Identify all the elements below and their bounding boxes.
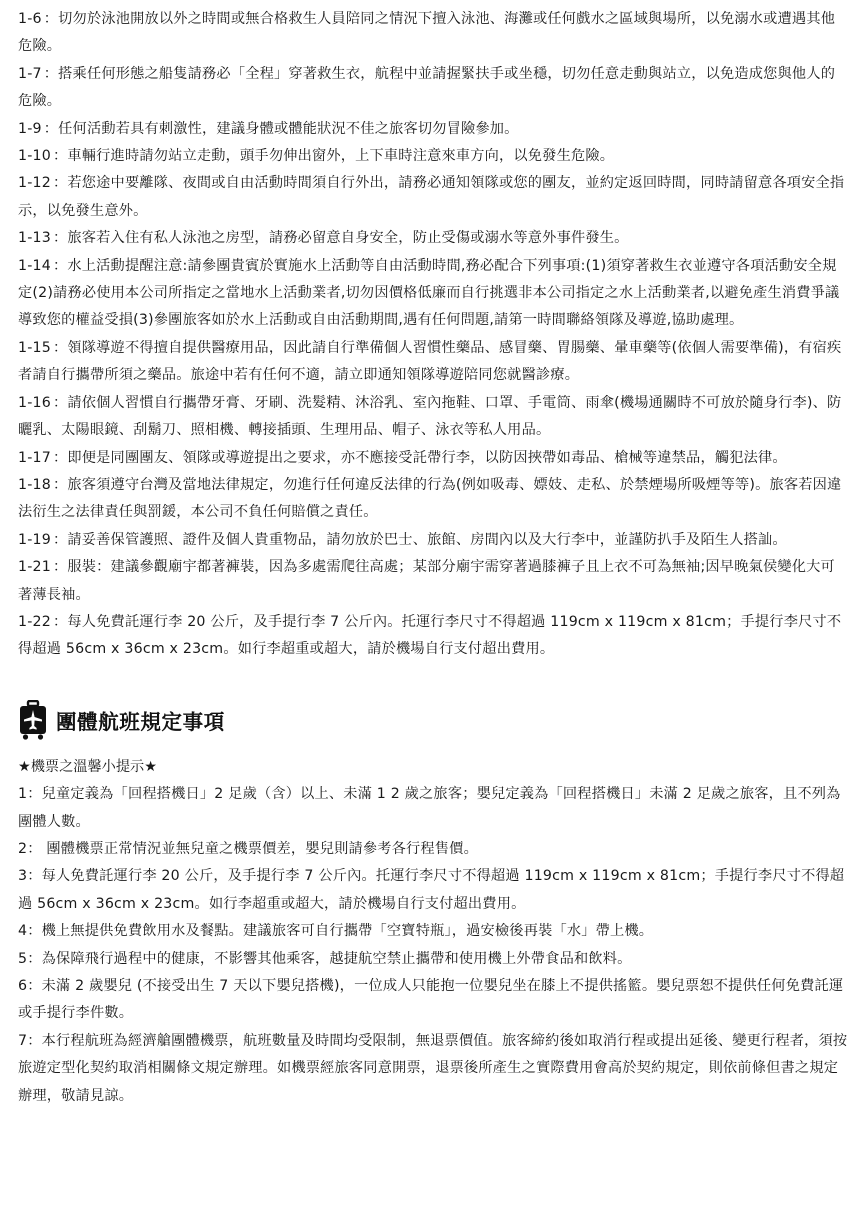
rule-item — [18, 6, 848, 61]
notice-item: 4：機上無提供免費飲用水及餐點。建議旅客可自行攜帶「空寶特瓶」，過安檢後再裝「水」帶上機。 — [18, 923, 654, 940]
rule-item — [18, 143, 848, 170]
notice-item: 5：為保障飛行過程中的健康，不影響其他乘客，越捷航空禁止攜帶和使用機上外帶食品和飲料。 — [18, 950, 632, 967]
rule-code: 1-19 — [18, 531, 51, 548]
rule-text: ：任何活動若具有刺激性，建議身體或體能狀況不佳之旅客切勿冒險參加。 — [43, 120, 519, 137]
rule-code: 1-15 — [18, 339, 51, 356]
rule-text: ：每人免費託運行李 20 公斤，及手提行李 7 公斤內。托運行李尺寸不得超過 119cm x 119cm x 81cm；手提行李尺寸不得超過 56cm x 36cm x 23cm。如行李超重或超大，請於機場自行支付超出費用。 — [18, 613, 842, 658]
rule-text: ：切勿於泳池開放以外之時間或無合格救生人員陪同之情況下擅入泳池、海灘或任何戲水之區域與場所，以免溺水或遭遇其他危險。 — [18, 11, 836, 55]
page-content — [18, 6, 848, 1110]
rule-text: ：請依個人習慣自行攜帶牙膏、牙刷、洗髮精、沐浴乳、室內拖鞋、口罩、手電筒、雨傘(機場通關時不可放於隨身行李)、防曬乳、太陽眼鏡、刮鬍刀、照相機、轉接插頭、生理用品、帽子、泳衣等私人用品。 — [18, 394, 842, 439]
notice-item: 2： 團體機票正常情況並無兒童之機票價差，嬰兒則請參考各行程售價。 — [18, 840, 478, 857]
ticket-notice-list — [18, 781, 848, 1110]
rule-code: 1-9 — [18, 120, 42, 137]
ticket-notice-title: ★機票之溫馨小提示★ — [18, 758, 157, 775]
rule-item — [18, 225, 848, 252]
rule-item — [18, 554, 848, 609]
rule-text: ：旅客須遵守台灣及當地法律規定，勿進行任何違反法律的行為(例如吸毒、嫖妓、走私、於禁煙場所吸煙等等)。旅客若因違法衍生之法律責任與罰鍰，本公司不負任何賠償之責任。 — [18, 476, 842, 521]
rule-text: ：領隊導遊不得擅自提供醫療用品，因此請自行準備個人習慣性藥品、感冒藥、胃腸藥、暈車藥等(依個人需要準備)，有宿疾者請自行攜帶所須之藥品。旅途中若有任何不適，請立即通知領隊導遊陪同您就醫診療。 — [18, 339, 842, 384]
rule-text: ：水上活動提醒注意:請參團貴賓於實施水上活動等自由活動時間,務必配合下列事項:(1)須穿著救生衣並遵守各項活動安全規定(2)請務必使用本公司所指定之當地水上活動業者,切勿因價格低廉而自行挑選非本公司指定之水上活動業者,以避免產生消費爭議導致您的權益受損(3)參團旅客如於水上活動或自由活動期間,遇有任何問題,請第一時間聯絡領隊及導遊,協助處理。 — [18, 257, 840, 329]
notice-item: 3：每人免費託運行李 20 公斤，及手提行李 7 公斤內。托運行李尺寸不得超過 119cm x 119cm x 81cm；手提行李尺寸不得超過 56cm x 36cm x 23cm。如行李超重或超大，請於機場自行支付超出費用。 — [18, 868, 845, 912]
rule-text: ：請妥善保管護照、證件及個人貴重物品，請勿放於巴士、旅館、房間內以及大行李中，並謹防扒手及陌生人搭訕。 — [53, 531, 787, 548]
rule-code: 1-6 — [18, 11, 42, 27]
rule-item — [18, 335, 848, 390]
notice-item: 1：兒童定義為「回程搭機日」2 足歲（含）以上、未滿 1 2 歲之旅客；嬰兒定義為「回程搭機日」未滿 2 足歲之旅客，且不列為團體人數。 — [18, 786, 841, 830]
rule-code: 1-22 — [18, 613, 51, 630]
section-title: 團體航班規定事項 — [56, 709, 225, 734]
notice-item: 6：未滿 2 歲嬰兒 (不接受出生 7 天以下嬰兒搭機)，一位成人只能抱一位嬰兒坐在膝上不提供搖籃。嬰兒票恕不提供任何免費託運或手提行李件數。 — [18, 978, 844, 1022]
rule-code: 1-21 — [18, 559, 51, 576]
rule-code: 1-12 — [18, 175, 51, 192]
rule-code: 1-18 — [18, 476, 51, 493]
rule-code: 1-17 — [18, 449, 51, 466]
rule-item — [18, 390, 848, 445]
rule-text: ：若您途中要離隊、夜間或自由活動時間須自行外出，請務必通知領隊或您的團友，並約定返回時間，同時請留意各項安全指示，以免發生意外。 — [18, 175, 845, 219]
rule-item — [18, 170, 848, 225]
rule-item — [18, 527, 848, 554]
rule-item — [18, 609, 848, 664]
rule-text: ：服裝：建議參觀廟宇都著褲裝，因為多處需爬往高處；某部分廟宇需穿著過膝褲子且上衣不可為無袖;因早晚氣侯變化大可著薄長袖。 — [18, 559, 835, 603]
flight-rules-heading — [18, 700, 848, 740]
rule-code: 1-13 — [18, 230, 51, 247]
rule-code: 1-7 — [18, 65, 42, 82]
rule-item — [18, 253, 848, 335]
rule-item — [18, 61, 848, 116]
rule-code: 1-10 — [18, 148, 51, 165]
luggage-icon — [18, 700, 48, 740]
rule-code: 1-16 — [18, 394, 51, 411]
rule-item — [18, 116, 848, 143]
rule-item — [18, 472, 848, 527]
rule-text: ：即便是同團團友、領隊或導遊提出之要求，亦不應接受託帶行李，以防因挾帶如毒品、槍械等違禁品，觸犯法律。 — [53, 449, 787, 466]
travel-rules-list — [18, 6, 848, 664]
rule-code: 1-14 — [18, 257, 51, 274]
rule-text: ：旅客若入住有私人泳池之房型，請務必留意自身安全，防止受傷或溺水等意外事件發生。 — [53, 230, 629, 247]
rule-item — [18, 445, 848, 472]
notice-item: 7：本行程航班為經濟艙團體機票，航班數量及時間均受限制，無退票價值。旅客締約後如取消行程或提出延後、變更行程者，須按旅遊定型化契約取消相關條文規定辦理。如機票經旅客同意開票，退票後所產生之實際費用會高於契約規定，則依前條但書之規定辦理，敬請見諒。 — [18, 1032, 848, 1104]
rule-text: ：搭乘任何形態之船隻請務必「全程」穿著救生衣，航程中並請握緊扶手或坐穩，切勿任意走動與站立，以免造成您與他人的危險。 — [18, 65, 836, 110]
rule-text: ：車輛行進時請勿站立走動，頭手勿伸出窗外，上下車時注意來車方向，以免發生危險。 — [53, 148, 615, 165]
